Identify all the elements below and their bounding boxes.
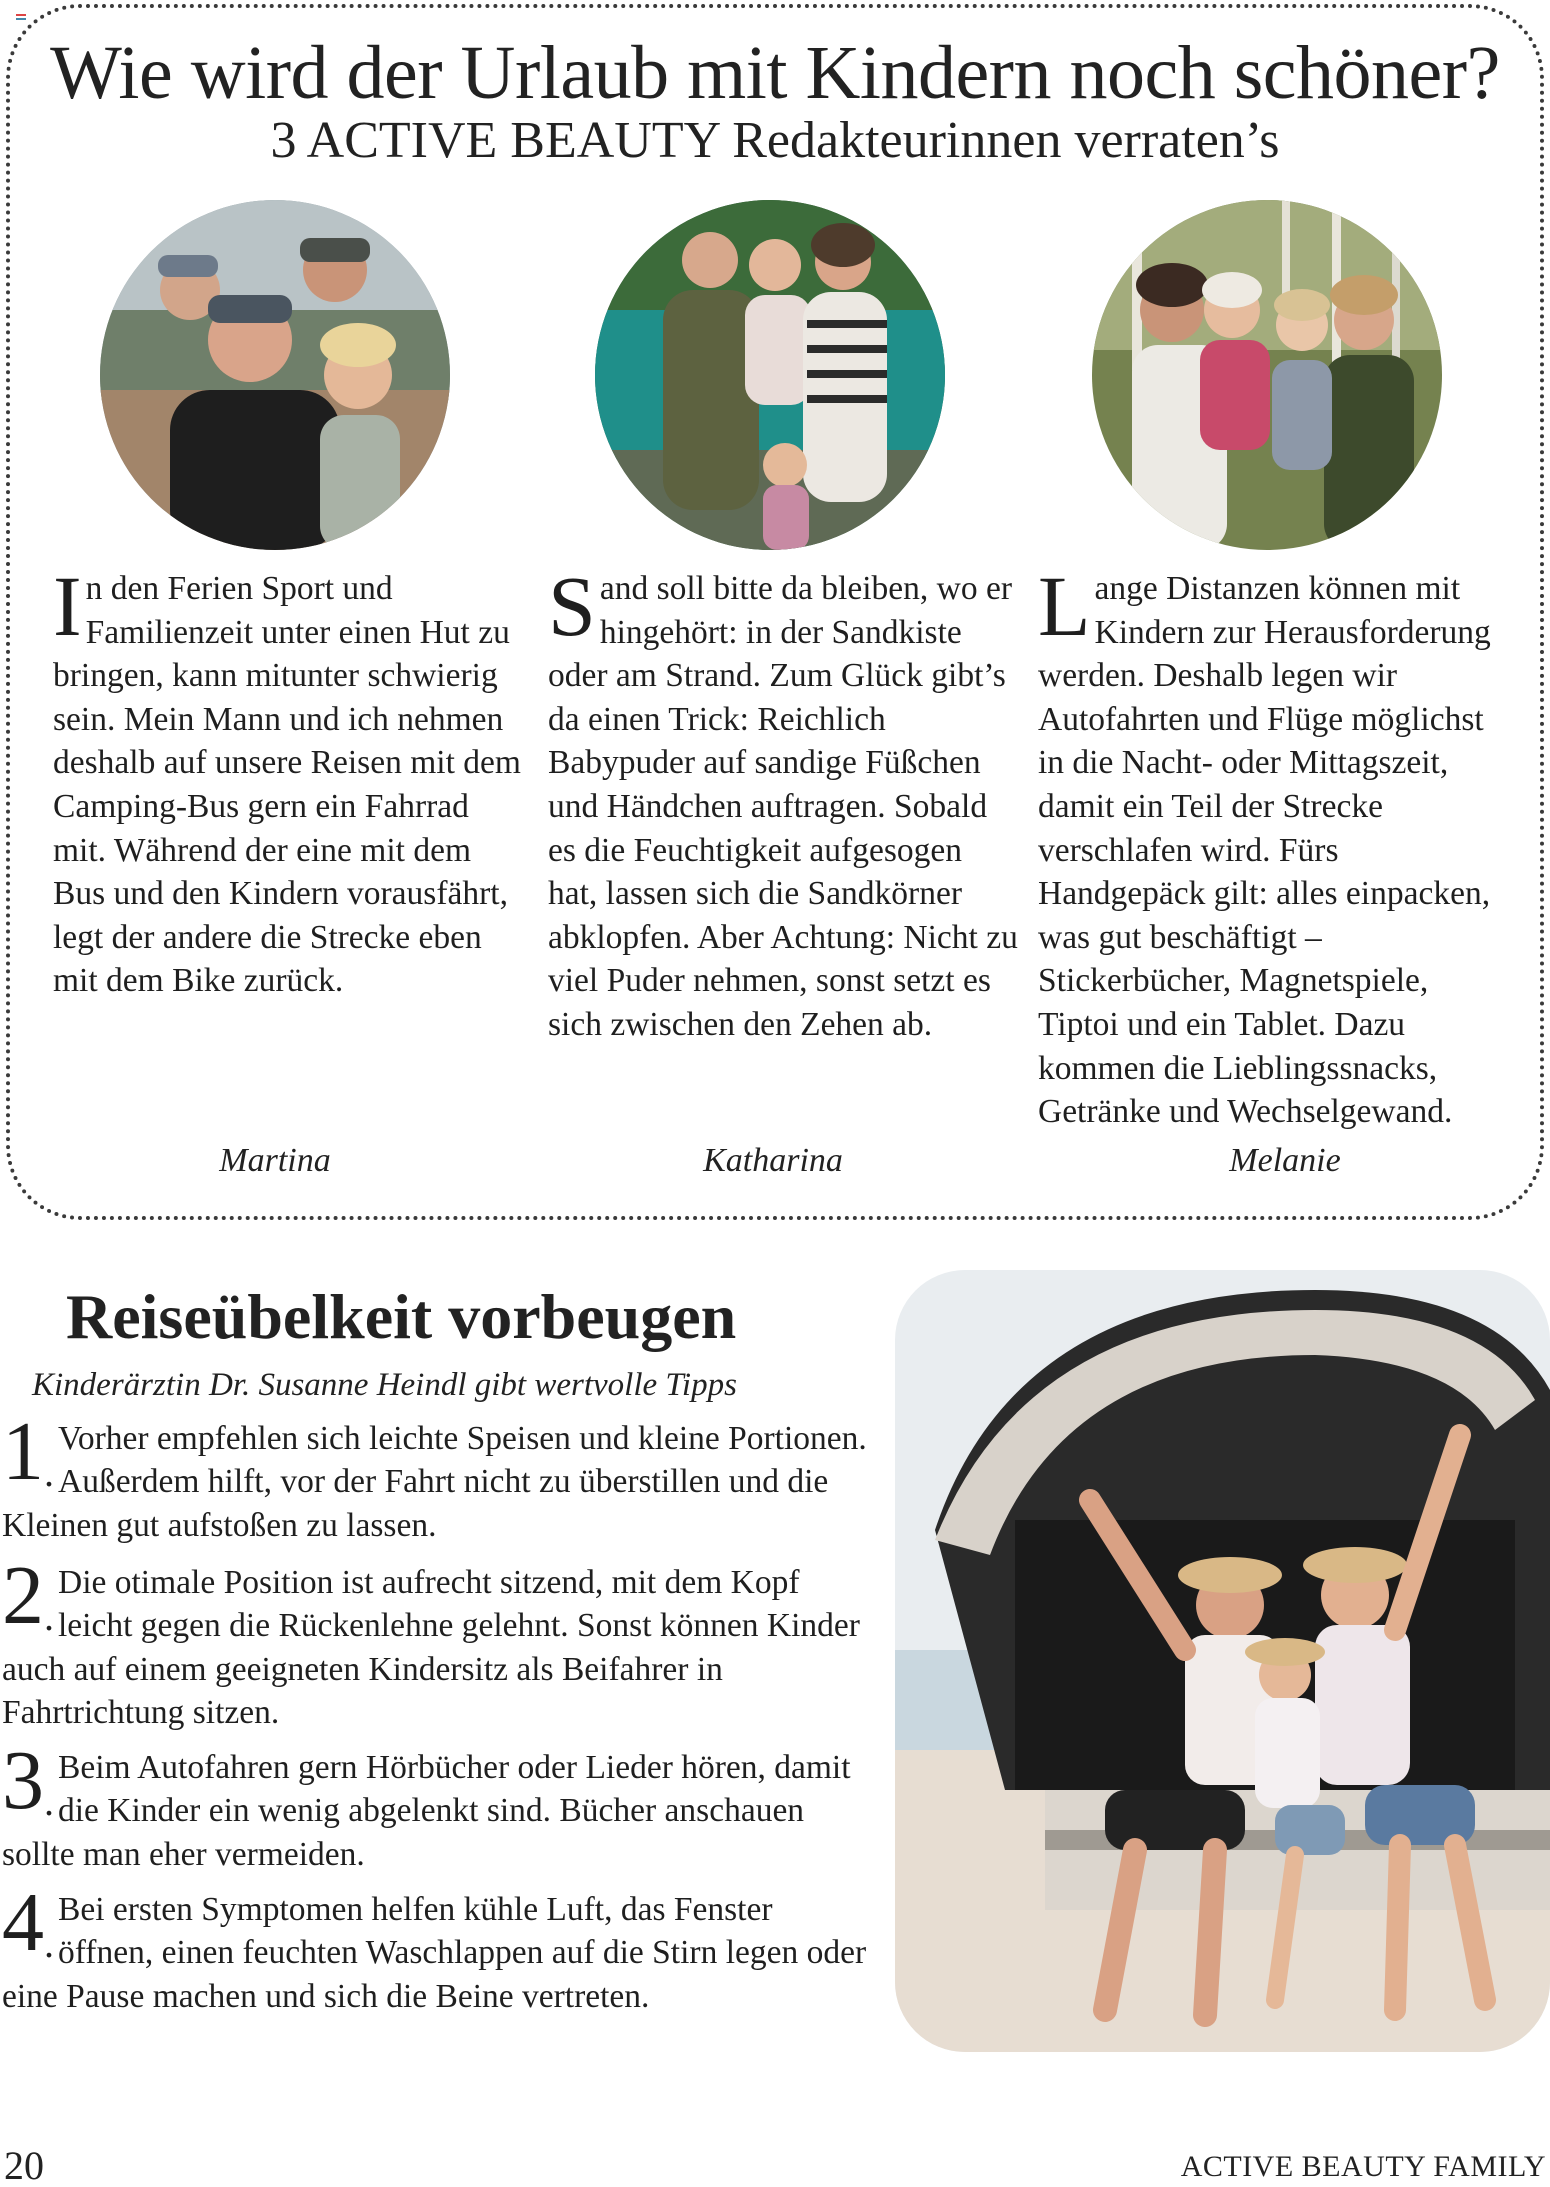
editor-tip-text: n den Ferien Sport und Familienzeit unter einen Hut zu bringen, kann mitunter schwierig sein. Mein Mann und ich nehmen deshalb auf unsere Reisen mit dem Camping-Bus gern ein Fahrrad mit. Während der eine mit dem Bus und den Kindern vorausfährt, legt der andere die Strecke eben mit dem Bike zurück. xyxy=(53,570,521,1000)
tip-text: Beim Autofahren gern Hörbücher oder Lieder hören, damit die Kinder ein wenig abgelenkt sind. Bücher anschauen sollte man eher vermeiden. xyxy=(2,1749,851,1873)
dropcap: L xyxy=(1038,558,1091,654)
family-photo-martina xyxy=(100,200,450,550)
editor-tip-katharina xyxy=(548,558,1018,1047)
corner-mark xyxy=(16,14,26,20)
tip-item xyxy=(2,1405,872,1547)
tip-number: 1 . xyxy=(2,1405,54,1498)
editor-photo-katharina xyxy=(595,200,945,550)
signature-katharina: Katharina xyxy=(703,1142,843,1179)
family-photo-katharina xyxy=(595,200,945,550)
tip-number: 3 . xyxy=(2,1734,54,1827)
tip-item xyxy=(2,1876,872,2018)
editor-photo-martina xyxy=(100,200,450,550)
tip-text: Bei ersten Symptomen helfen kühle Luft, das Fenster öffnen, einen feuchten Waschlappen auf die Stirn legen oder eine Pause machen und sich die Beine vertreten. xyxy=(2,1891,867,2015)
family-car-photo xyxy=(895,1270,1550,2052)
signature-melanie: Melanie xyxy=(1229,1142,1341,1179)
section-subtitle: Kinderärztin Dr. Susanne Heindl gibt wertvolle Tipps xyxy=(32,1367,737,1403)
page-number: 20 xyxy=(4,2143,44,2187)
tip-number: 2 . xyxy=(2,1549,54,1642)
magazine-name: ACTIVE BEAUTY FAMILY xyxy=(1180,2150,1546,2183)
tip-item xyxy=(2,1549,872,1735)
page-headline: Wie wird der Urlaub mit Kindern noch schöner? xyxy=(50,31,1500,115)
family-photo-melanie xyxy=(1092,200,1442,550)
editor-tip-text: ange Distanzen können mit Kindern zur Herausforderung werden. Deshalb legen wir Autofahrten und Flüge möglichst in die Nacht- oder Mittagszeit, damit ein Teil der Strecke verschlafen wird. Fürs Handgepäck gilt: alles einpacken, was gut beschäftigt – Stickerbücher, Magnetspiele, Tiptoi und ein Tablet. Dazu kommen die Lieblingssnacks, Getränke und Wechselgewand. xyxy=(1038,570,1491,1131)
tip-number: 4 . xyxy=(2,1876,54,1969)
dropcap: I xyxy=(53,558,82,654)
editor-tip-martina xyxy=(53,558,523,1003)
editor-photo-melanie xyxy=(1092,200,1442,550)
editor-tip-text: and soll bitte da bleiben, wo er hingehört: in der Sandkiste oder am Strand. Zum Glück gibt’s da einen Trick: Reichlich Babypuder auf sandige Füßchen und Händchen auftragen. Sobald es die Feuchtigkeit aufgesogen hat, lassen sich die Sandkörner abklopfen. Aber Achtung: Nicht zu viel Puder nehmen, sonst setzt es sich zwischen den Zehen ab. xyxy=(548,570,1018,1043)
tip-text: Die otimale Position ist aufrecht sitzend, mit dem Kopf leicht gegen die Rückenlehne gelehnt. Sonst können Kinder auch auf einem geeigneten Kindersitz als Beifahrer in Fahrtrichtung sitzen. xyxy=(2,1564,860,1732)
tip-text: Vorher empfehlen sich leichte Speisen und kleine Portionen. Außerdem hilft, vor der Fahrt nicht zu überstillen und die Kleinen gut aufstoßen zu lassen. xyxy=(2,1420,867,1544)
tip-item xyxy=(2,1734,872,1876)
editor-tip-melanie xyxy=(1038,558,1508,1134)
dropcap: S xyxy=(548,558,596,654)
signature-martina: Martina xyxy=(219,1142,331,1179)
car-trunk-illustration xyxy=(895,1270,1550,2052)
section-title: Reiseübelkeit vorbeugen xyxy=(66,1281,737,1352)
page-subheadline: 3 ACTIVE BEAUTY Redakteurinnen verraten’s xyxy=(270,112,1280,169)
